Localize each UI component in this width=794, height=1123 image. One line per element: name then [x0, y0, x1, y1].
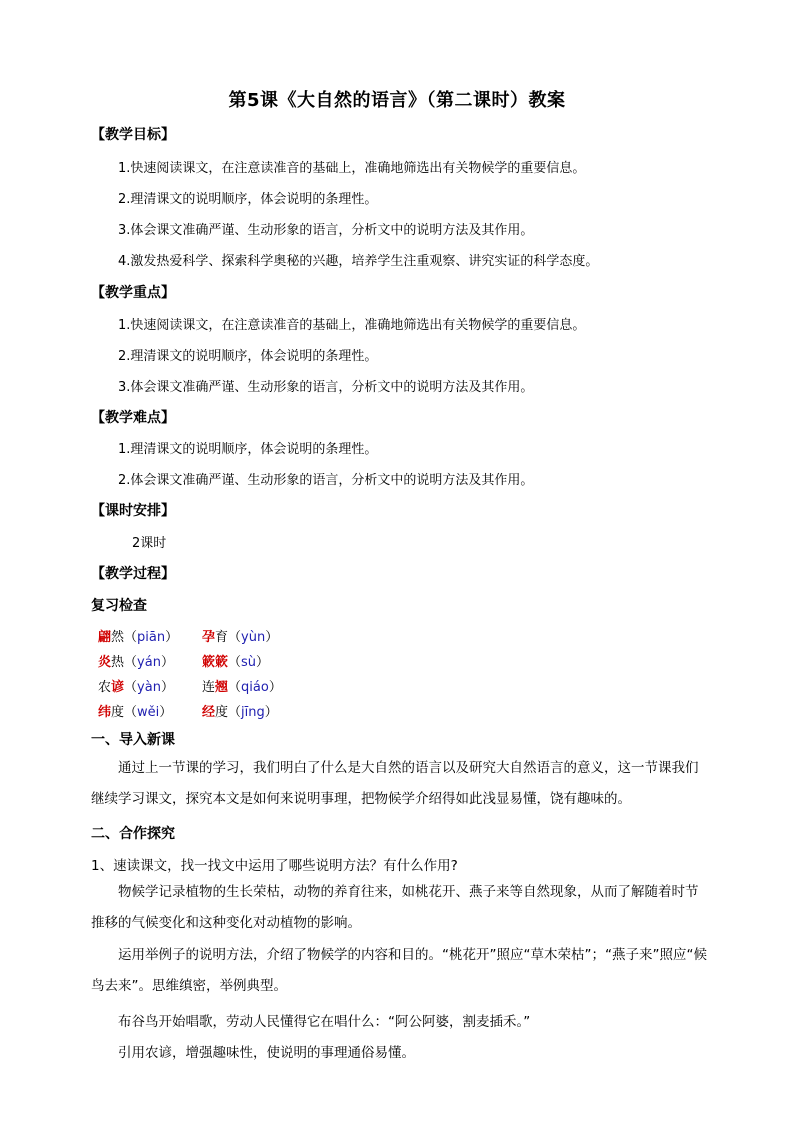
- explore-paragraph: 物候学记录植物的生长荣枯，动物的养育往来，如桃花开、燕子来等自然现象，从而了解随着时节推移的气候变化和这种变化对动植物的影响。: [91, 884, 699, 931]
- review-heading: 复习检查: [91, 598, 147, 614]
- keypoint-item: 2.理清课文的说明顺序，体会说明的条理性。: [118, 349, 378, 364]
- goal-item: 1.快速阅读课文，在注意读准音的基础上，准确地筛选出有关物候学的重要信息。: [118, 161, 586, 176]
- process-heading: 【教学过程】: [91, 566, 175, 582]
- vocab-item: 农谚（yàn）: [98, 680, 174, 695]
- goals-heading: 【教学目标】: [91, 127, 175, 143]
- keypoint-item: 1.快速阅读课文，在注意读准音的基础上，准确地筛选出有关物候学的重要信息。: [118, 318, 586, 333]
- explore-paragraph: 引用农谚，增强趣味性，使说明的事理通俗易懂。: [118, 1045, 415, 1061]
- difficulties-heading: 【教学难点】: [91, 410, 175, 426]
- explore-paragraph: 布谷鸟开始唱歌，劳动人民懂得它在唱什么：“阿公阿婆，割麦插禾。”: [118, 1014, 531, 1030]
- explore-heading: 二、合作探究: [91, 826, 175, 842]
- goal-item: 3.体会课文准确严谨、生动形象的语言，分析文中的说明方法及其作用。: [118, 223, 534, 238]
- keypoints-heading: 【教学重点】: [91, 285, 175, 301]
- vocab-item: 翩然（piān）: [98, 630, 179, 645]
- vocab-item: 经度（jīng）: [202, 705, 278, 720]
- intro-paragraph: 通过上一节课的学习，我们明白了什么是大自然的语言以及研究大自然语言的意义，这一节课我们继续学习课文，探究本文是如何来说明事理，把物候学介绍得如此浅显易懂，饶有趣味的。: [91, 760, 699, 807]
- schedule-value: 2课时: [132, 536, 167, 551]
- vocab-item: 炎热（yán）: [98, 655, 174, 670]
- difficulty-item: 1.理清课文的说明顺序，体会说明的条理性。: [118, 442, 378, 457]
- question-1: 1、速读课文，找一找文中运用了哪些说明方法？有什么作用?: [91, 858, 458, 874]
- intro-heading: 一、导入新课: [91, 732, 175, 748]
- vocab-item: 连翘（qiáo）: [202, 680, 282, 695]
- vocab-item: 孕育（yùn）: [202, 630, 279, 645]
- page-title: 第5课《大自然的语言》（第二课时）教案: [228, 90, 566, 111]
- schedule-heading: 【课时安排】: [91, 503, 175, 519]
- difficulty-item: 2.体会课文准确严谨、生动形象的语言，分析文中的说明方法及其作用。: [118, 473, 534, 488]
- goal-item: 4.激发热爱科学、探索科学奥秘的兴趣，培养学生注重观察、讲究实证的科学态度。: [118, 254, 599, 269]
- goal-item: 2.理清课文的说明顺序，体会说明的条理性。: [118, 192, 378, 207]
- keypoint-item: 3.体会课文准确严谨、生动形象的语言，分析文中的说明方法及其作用。: [118, 380, 534, 395]
- vocab-item: 簌簌（sù）: [202, 655, 270, 670]
- vocab-item: 纬度（wěi）: [98, 705, 173, 720]
- explore-paragraph: 运用举例子的说明方法，介绍了物候学的内容和目的。“桃花开”照应“草木荣枯”；“燕子来”照应“候鸟去来”。思维缜密，举例典型。: [91, 947, 707, 994]
